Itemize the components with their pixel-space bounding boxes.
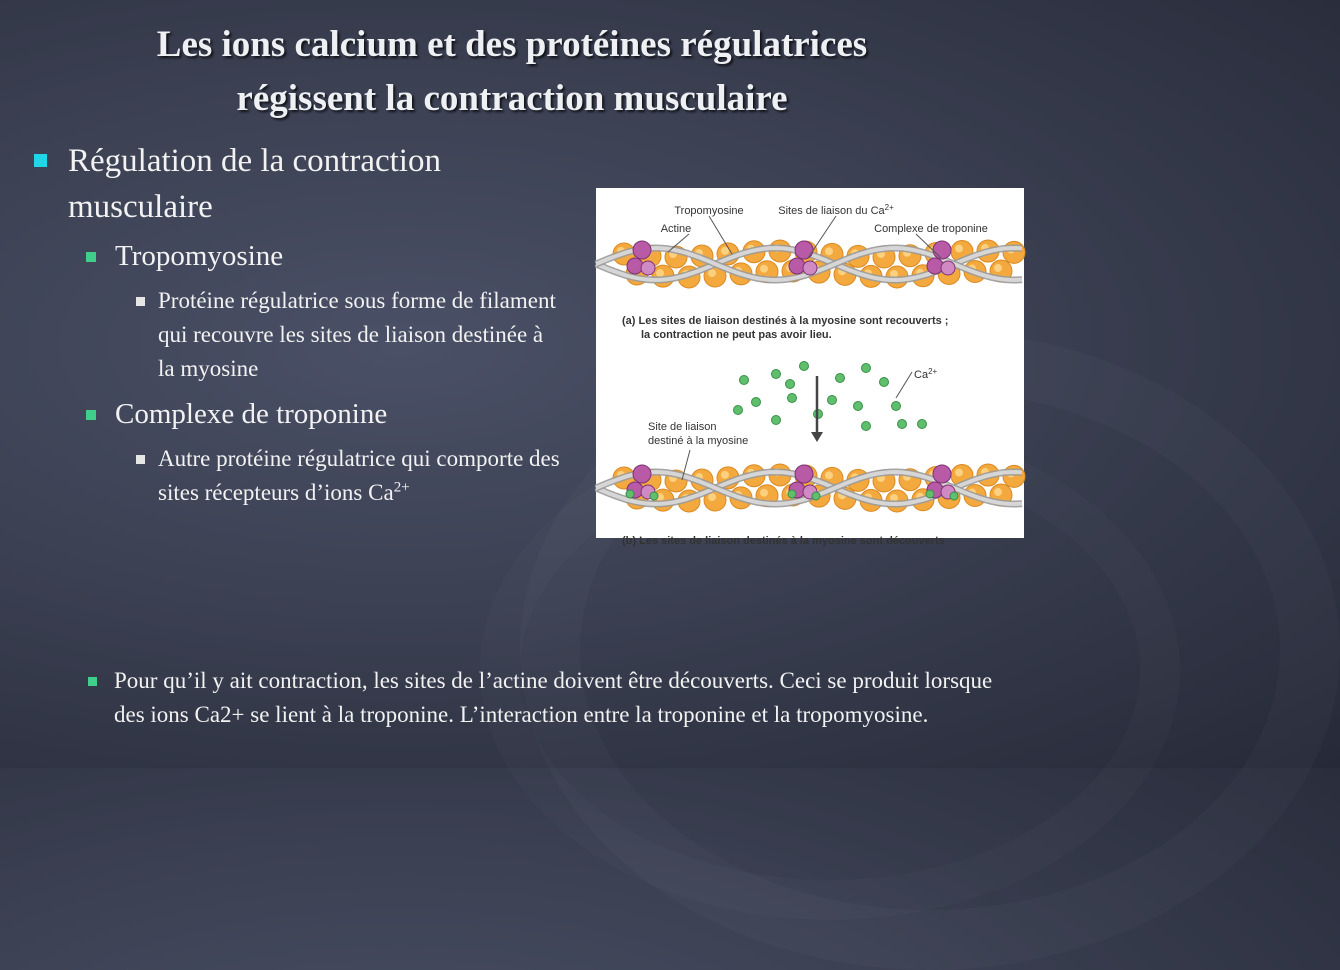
label-sites-ca-main: Sites de liaison du Ca xyxy=(778,205,885,217)
calcium-ion xyxy=(752,398,761,407)
label-ca-main: Ca xyxy=(914,369,929,381)
bullet-regulation-text: Régulation de la contraction musculaire xyxy=(68,143,441,225)
troponin-subunit xyxy=(927,258,943,274)
slide-title-line1: Les ions calcium et des protéines régulatrices xyxy=(156,24,868,65)
actin-highlight xyxy=(994,488,1002,496)
calcium-ion xyxy=(828,396,837,405)
calcium-ion xyxy=(740,376,749,385)
actin-highlight xyxy=(955,469,963,477)
bullet-regulation xyxy=(30,138,550,230)
caption-a-line2: la contraction ne peut pas avoir lieu. xyxy=(641,329,832,341)
calcium-ion xyxy=(786,380,795,389)
calcium-ion xyxy=(836,374,845,383)
troponin-subunit xyxy=(933,241,951,259)
bottom-bullet-text: Pour qu’il y ait contraction, les sites de l’actine doivent être découverts. Ceci se produit lorsque des ions Ca2+ se lient à la troponine. L’interaction entre la troponine et la tropomyosine. xyxy=(114,668,993,727)
troponin-subunit xyxy=(795,241,813,259)
calcium-ion xyxy=(772,370,781,379)
detail-tropomyosine xyxy=(136,284,556,386)
calcium-ion xyxy=(862,422,871,431)
label-site-line2: destiné à la myosine xyxy=(648,435,749,447)
square-bullet-icon xyxy=(88,677,97,686)
troponin-subunit xyxy=(789,258,805,274)
bound-calcium-ion xyxy=(650,492,658,500)
calcium-ion xyxy=(800,362,809,371)
square-bullet-icon xyxy=(86,410,96,420)
detail-troponine-main: Autre protéine régulatrice qui comporte des sites récepteurs d’ions Ca xyxy=(158,446,560,505)
label-sites-ca-sup: 2+ xyxy=(884,203,894,212)
sub-bullet-tropomyosine-text: Tropomyosine xyxy=(115,240,284,272)
calcium-ion xyxy=(880,378,889,387)
bound-calcium-ion xyxy=(812,492,820,500)
muscle-contraction-figure xyxy=(596,188,1024,547)
detail-tropomyosine-text: Protéine régulatrice sous forme de filament qui recouvre les sites de liaison destinée à la myosine xyxy=(158,288,556,381)
slide-title xyxy=(40,18,984,126)
detail-troponine-sup: 2+ xyxy=(393,479,410,496)
square-bullet-icon xyxy=(136,297,145,306)
label-actine: Actine xyxy=(660,223,692,235)
filament-panel-b xyxy=(596,464,1025,512)
calcium-ion xyxy=(772,416,781,425)
troponin-subunit xyxy=(633,241,651,259)
actin-highlight xyxy=(760,265,768,273)
caption-a-line1: (a) Les sites de liaison destinés à la myosine sont recouverts ; xyxy=(622,315,949,327)
detail-troponine xyxy=(136,442,566,510)
actin-highlight xyxy=(721,471,729,479)
arrow-head-icon xyxy=(811,432,823,442)
label-ca-sup: 2+ xyxy=(928,367,938,376)
calcium-ion xyxy=(892,402,901,411)
actin-highlight xyxy=(955,245,963,253)
troponin-subunit xyxy=(933,465,951,483)
calcium-ion xyxy=(788,394,797,403)
label-complexe-troponine: Complexe de troponine xyxy=(874,223,988,235)
square-bullet-icon xyxy=(34,154,47,167)
actin-highlight xyxy=(656,269,664,277)
troponin-subunit xyxy=(941,261,955,275)
actin-highlight xyxy=(825,247,833,255)
detail-troponine-text xyxy=(158,442,566,510)
caption-b-partial: (b) Les sites de liaison destinés à la myosine sont découverts xyxy=(622,535,945,547)
square-bullet-icon xyxy=(86,252,96,262)
bound-calcium-ion xyxy=(626,490,634,498)
label-site-line1: Site de liaison xyxy=(648,421,717,433)
bound-calcium-ion xyxy=(926,490,934,498)
actin-highlight xyxy=(994,264,1002,272)
troponin-subunit xyxy=(795,465,813,483)
label-sites-ca xyxy=(778,203,894,217)
bound-calcium-ion xyxy=(950,492,958,500)
filament-panel-a xyxy=(596,240,1025,288)
sub-bullet-tropomyosine xyxy=(86,238,546,274)
actin-highlight xyxy=(825,471,833,479)
calcium-ion xyxy=(862,364,871,373)
calcium-ion xyxy=(898,420,907,429)
square-bullet-icon xyxy=(136,455,145,464)
troponin-subunit xyxy=(641,261,655,275)
troponin-subunit xyxy=(627,258,643,274)
label-ca xyxy=(914,367,938,381)
calcium-ion xyxy=(854,402,863,411)
bound-calcium-ion xyxy=(788,490,796,498)
troponin-subunit xyxy=(633,465,651,483)
calcium-ion xyxy=(918,420,927,429)
calcium-ion xyxy=(734,406,743,415)
troponin-subunit xyxy=(803,261,817,275)
figure-svg xyxy=(596,188,1024,547)
label-tropomyosine: Tropomyosine xyxy=(674,205,744,217)
leader-line xyxy=(896,372,912,398)
sub-bullet-troponine-text: Complexe de troponine xyxy=(115,398,388,430)
bottom-bullet xyxy=(88,664,998,732)
sub-bullet-troponine xyxy=(86,396,546,432)
actin-highlight xyxy=(760,489,768,497)
slide-title-line2: régissent la contraction musculaire xyxy=(236,78,788,119)
